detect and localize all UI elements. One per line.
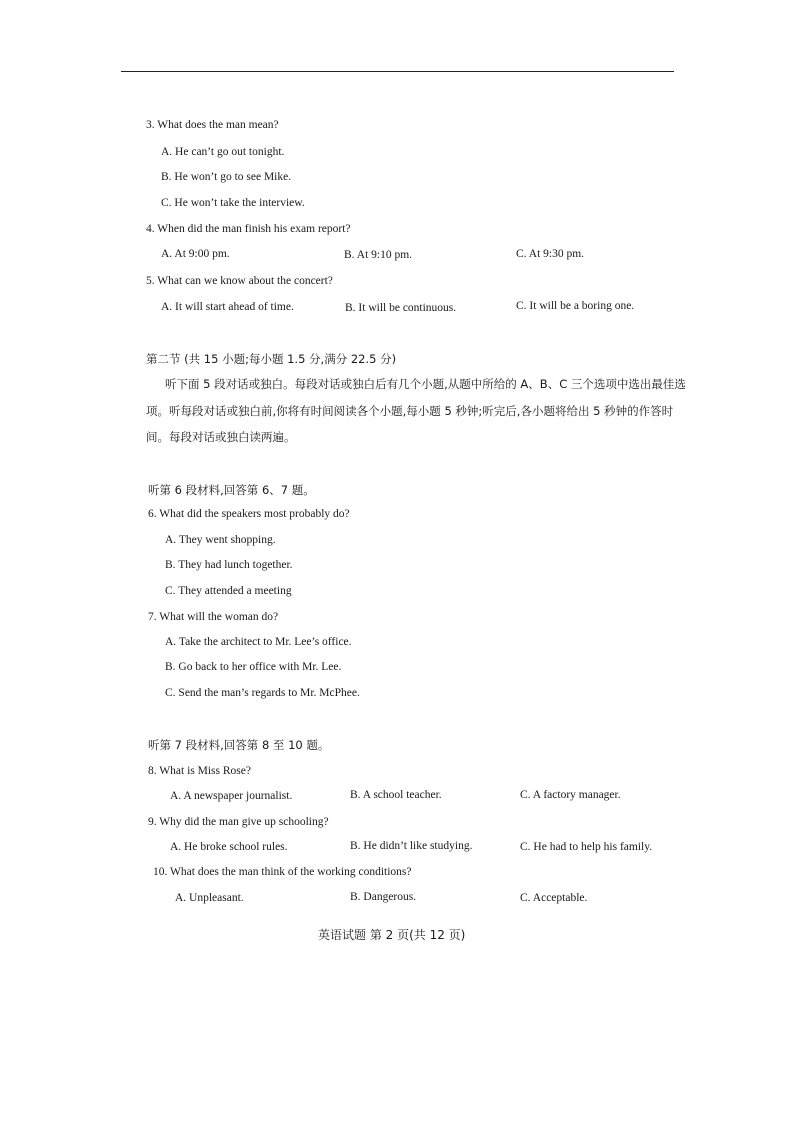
question-8-stem: 8. What is Miss Rose? — [148, 765, 251, 777]
page-footer: 英语试题 第 2 页(共 12 页) — [318, 928, 466, 942]
question-4-stem: 4. When did the man finish his exam report? — [146, 223, 351, 235]
group-7-intro: 听第 7 段材料,回答第 8 至 10 题。 — [148, 738, 330, 752]
question-3-stem: 3. What does the man mean? — [146, 119, 279, 131]
question-4-option-c: C. At 9:30 pm. — [516, 248, 585, 260]
section-heading: 第二节 (共 15 小题;每小题 1.5 分,满分 22.5 分) — [146, 352, 397, 366]
question-5-option-b: B. It will be continuous. — [345, 302, 457, 314]
question-8-option-a: A. A newspaper journalist. — [170, 790, 293, 802]
question-6-option-c: C. They attended a meeting — [165, 585, 292, 597]
question-9-stem: 9. Why did the man give up schooling? — [148, 816, 329, 828]
question-5-option-c: C. It will be a boring one. — [516, 300, 635, 312]
question-6-stem: 6. What did the speakers most probably do? — [148, 508, 350, 520]
question-3-option-c: C. He won’t take the interview. — [161, 197, 305, 209]
question-9-option-c: C. He had to help his family. — [520, 841, 653, 853]
question-7-stem: 7. What will the woman do? — [148, 611, 279, 623]
question-5-option-a: A. It will start ahead of time. — [161, 301, 294, 313]
question-6-option-a: A. They went shopping. — [165, 534, 276, 546]
question-7-option-a: A. Take the architect to Mr. Lee’s office. — [165, 636, 352, 648]
question-3-option-a: A. He can’t go out tonight. — [161, 146, 285, 158]
section-instructions-line-3: 间。每段对话或独白读两遍。 — [146, 430, 296, 444]
question-6-option-b: B. They had lunch together. — [165, 559, 293, 571]
question-9-option-b: B. He didn’t like studying. — [350, 840, 473, 852]
section-instructions-line-1: 听下面 5 段对话或独白。每段对话或独白后有几个小题,从题中所给的 A、B、C 三个选项中选出最佳选 — [165, 377, 686, 391]
question-10-option-a: A. Unpleasant. — [175, 892, 244, 904]
question-9-option-a: A. He broke school rules. — [170, 841, 288, 853]
question-7-option-b: B. Go back to her office with Mr. Lee. — [165, 661, 342, 673]
question-4-option-a: A. At 9:00 pm. — [161, 248, 230, 260]
question-8-option-c: C. A factory manager. — [520, 789, 621, 801]
question-10-stem: 10. What does the man think of the working conditions? — [153, 866, 412, 878]
question-10-option-b: B. Dangerous. — [350, 891, 417, 903]
question-7-option-c: C. Send the man’s regards to Mr. McPhee. — [165, 687, 360, 699]
question-3-option-b: B. He won’t go to see Mike. — [161, 171, 292, 183]
group-6-intro: 听第 6 段材料,回答第 6、7 题。 — [148, 483, 315, 497]
header-rule — [121, 71, 674, 72]
question-5-stem: 5. What can we know about the concert? — [146, 275, 333, 287]
question-4-option-b: B. At 9:10 pm. — [344, 249, 413, 261]
question-10-option-c: C. Acceptable. — [520, 892, 588, 904]
question-8-option-b: B. A school teacher. — [350, 789, 442, 801]
section-instructions-line-2: 项。听每段对话或独白前,你将有时间阅读各个小题,每小题 5 秒钟;听完后,各小题将给出 5 秒钟的作答时 — [146, 404, 674, 418]
